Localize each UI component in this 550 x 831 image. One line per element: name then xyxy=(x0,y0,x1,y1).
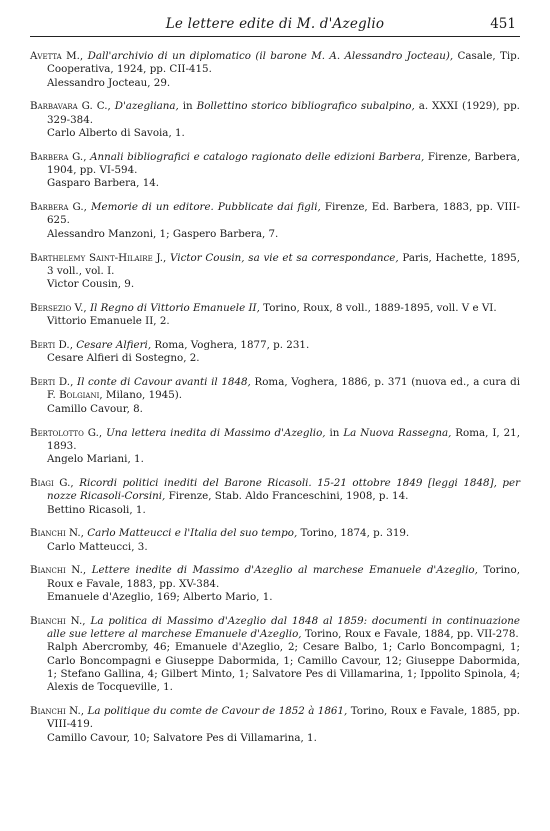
entry-title: Cesare Alfieri, xyxy=(76,339,152,352)
entry-citation xyxy=(30,705,520,732)
entry-author: Barbera G., xyxy=(30,150,87,163)
bibliography-entry xyxy=(30,376,520,416)
entry-citation xyxy=(30,100,520,127)
entry-title: Ricordi politici inediti del Barone Ricasoli. 15-21 ottobre 1849 [leggi 1848], per nozze Ricasoli-Corsini, xyxy=(47,476,520,503)
entry-citation xyxy=(30,50,520,77)
entry-letters: Bettino Ricasoli, 1. xyxy=(47,503,146,516)
bibliography-entry xyxy=(30,564,520,604)
bibliography-list xyxy=(30,50,520,755)
entry-citation xyxy=(30,151,520,178)
entry-publication: Roma, Voghera, 1886, p. 371 (nuova ed., a cura di F. xyxy=(47,376,520,402)
page-number: 451 xyxy=(490,16,516,32)
entry-author: Bersezio V., xyxy=(30,301,87,314)
bibliography-entry xyxy=(30,477,520,517)
running-header xyxy=(30,14,520,37)
entry-author: Bianchi N., xyxy=(30,527,84,540)
bibliography-entry xyxy=(30,427,520,467)
entry-author: Berti D., xyxy=(30,376,74,389)
entry-publication: in xyxy=(182,100,193,113)
entry-publication-details: Milano, 1945). xyxy=(105,389,183,402)
entry-title: Lettere inedite di Massimo d'Azeglio al marchese Emanuele d'Azeglio, xyxy=(91,564,478,577)
entry-title: Victor Cousin, sa vie et sa correspondance, xyxy=(170,251,399,264)
bibliography-entry xyxy=(30,100,520,140)
entry-title: Una lettera inedita di Massimo d'Azeglio, xyxy=(106,426,326,439)
bibliography-entry xyxy=(30,252,520,292)
entry-title: Memorie di un editore. Pubblicate dai figli, xyxy=(91,201,321,214)
entry-title: Dall'archivio di un diplomatico (il barone M. A. Alessandro Jocteau), xyxy=(87,50,454,62)
entry-letters: Victor Cousin, 9. xyxy=(47,278,135,291)
entry-title: La politica di Massimo d'Azeglio dal 1848 al 1859: documenti in continuazione alle sue lettere al marchese Emanuele d'Azeglio, xyxy=(47,614,520,641)
entry-publication: Firenze, Barbera, 1904, pp. VI-594. xyxy=(47,150,520,177)
bibliography-entry xyxy=(30,50,520,90)
entry-publication: Torino, Roux e Favale, 1885, pp. VIII-419. xyxy=(47,705,520,731)
entry-publication: Torino, Roux e Favale, 1884, pp. VII-278. xyxy=(304,628,519,641)
entry-letters: Carlo Alberto di Savoia, 1. xyxy=(47,126,185,139)
entry-publication: Torino, Roux, 8 voll., 1889-1895, voll. V e VI. xyxy=(263,301,497,314)
entry-letters: Camillo Cavour, 10; Salvatore Pes di Villamarina, 1. xyxy=(47,731,317,744)
entry-title: Il Regno di Vittorio Emanuele II, xyxy=(89,301,260,314)
entry-publication: in xyxy=(329,426,340,439)
entry-citation xyxy=(30,564,520,591)
entry-publication: Casale, Tip. Cooperativa, 1924, pp. CII-415. xyxy=(47,50,521,76)
entry-letters: Angelo Mariani, 1. xyxy=(47,453,144,466)
entry-letters: Alessandro Jocteau, 29. xyxy=(47,76,171,89)
entry-publication-details: a. XXXI (1929), pp. 329-384. xyxy=(47,100,520,126)
entry-title: Annali bibliografici e catalogo ragionato delle edizioni Barbera, xyxy=(90,150,425,163)
entry-letters: Emanuele d'Azeglio, 169; Alberto Mario, 1. xyxy=(47,591,273,603)
entry-letters: Cesare Alfieri di Sostegno, 2. xyxy=(47,352,200,365)
entry-citation xyxy=(30,615,520,642)
entry-letters: Alessandro Manzoni, 1; Gaspero Barbera, 7. xyxy=(47,227,279,240)
entry-publication: Paris, Hachette, 1895, 3 voll., vol. I. xyxy=(47,251,520,277)
bibliography-entry xyxy=(30,615,520,695)
entry-citation xyxy=(30,302,520,315)
bibliography-entry xyxy=(30,705,520,745)
entry-citation xyxy=(30,252,520,279)
entry-publication: Torino, 1874, p. 319. xyxy=(300,527,410,540)
entry-journal: Bollettino storico bibliografico subalpino, xyxy=(196,100,415,113)
entry-author: Avetta M., xyxy=(30,50,84,62)
entry-author: Barbavara G. C., xyxy=(30,100,111,113)
bibliography-entry xyxy=(30,339,520,366)
entry-author: Barbera G., xyxy=(30,201,87,214)
entry-author: Bertolotto G., xyxy=(30,426,103,439)
entry-citation xyxy=(30,527,520,540)
entry-citation xyxy=(30,201,520,228)
entry-title: La politique du comte de Cavour de 1852 à 1861, xyxy=(87,705,348,718)
entry-letters: Camillo Cavour, 8. xyxy=(47,402,143,415)
entry-author: Bianchi N., xyxy=(30,564,87,577)
entry-citation xyxy=(30,376,520,403)
entry-title: Il conte di Cavour avanti il 1848, xyxy=(77,376,251,389)
entry-title: D'azegliana, xyxy=(114,100,179,113)
entry-author: Biagi G., xyxy=(30,476,74,489)
entry-journal: La Nuova Rassegna, xyxy=(343,426,452,439)
entry-citation xyxy=(30,339,520,352)
entry-citation xyxy=(30,427,520,454)
entry-publication: Torino, Roux e Favale, 1883, pp. XV-384. xyxy=(47,564,520,590)
entry-letters: Ralph Abercromby, 46; Emanuele d'Azeglio, 2; Cesare Balbo, 1; Carlo Boncompagni, 1; Carlo Boncompagni e Giuseppe Dabormida, 1; Camillo Cavour, 12; Giuseppe Dabormida, 1; Stefano Gallina, 4; Gilbert Minto, 1; Salvatore Pes di Villamarina, 1; Ippolito Spinola, 4; Alexis de Tocqueville, 1. xyxy=(47,641,520,694)
entry-publication: Firenze, Ed. Barbera, 1883, pp. VIII-625. xyxy=(47,201,521,227)
entry-author: Bianchi N., xyxy=(30,705,85,718)
entry-letters: Carlo Matteucci, 3. xyxy=(47,540,148,553)
entry-publication: Firenze, Stab. Aldo Franceschini, 1908, p. 14. xyxy=(168,490,409,503)
entry-publication-details: Roma, I, 21, 1893. xyxy=(47,426,520,452)
entry-editor: Bolgiani, xyxy=(59,389,103,402)
entry-letters: Gasparo Barbera, 14. xyxy=(47,177,160,190)
bibliography-entry xyxy=(30,527,520,554)
bibliography-entry xyxy=(30,201,520,241)
running-title: Le lettere edite di M. d'Azeglio xyxy=(165,16,385,32)
entry-author: Bianchi N., xyxy=(30,614,86,627)
entry-title: Carlo Matteucci e l'Italia del suo tempo, xyxy=(87,527,298,540)
entry-author: Berti D., xyxy=(30,339,73,352)
entry-author: Barthelemy Saint-Hilaire J., xyxy=(30,251,167,264)
bibliography-entry xyxy=(30,151,520,191)
entry-publication: Roma, Voghera, 1877, p. 231. xyxy=(154,339,310,352)
entry-letters: Vittorio Emanuele II, 2. xyxy=(47,315,170,328)
bibliography-entry xyxy=(30,302,520,329)
entry-citation xyxy=(30,477,520,504)
